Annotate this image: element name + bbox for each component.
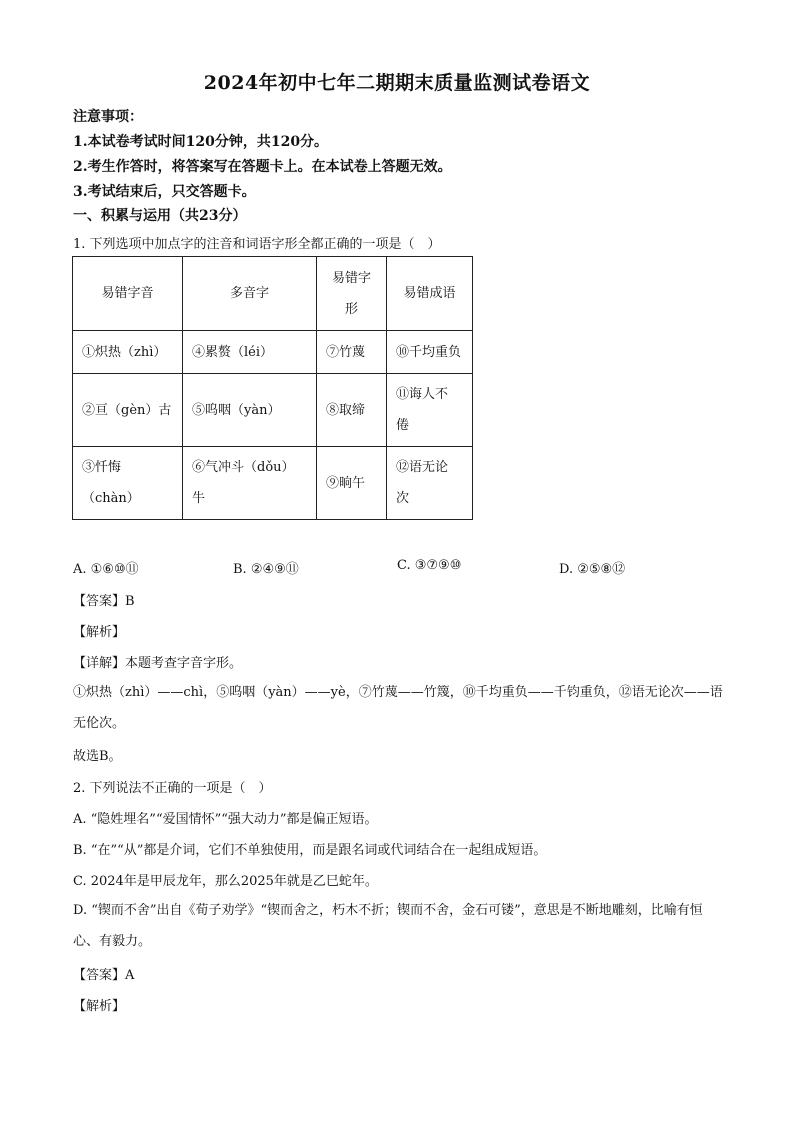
- option-d: D. ②⑤⑧⑫: [559, 562, 626, 577]
- option-a: A. ①⑥⑩⑪: [73, 562, 139, 577]
- table-cell: ⑪诲人不倦: [387, 374, 473, 447]
- table-cell: ⑧取缔: [317, 374, 387, 447]
- table-cell: ⑩千均重负: [387, 331, 473, 374]
- table-cell: ⑥气冲斗（dǒu）牛: [183, 447, 317, 520]
- table-cell: ⑨晌午: [317, 447, 387, 520]
- conclusion: 故选B。: [73, 749, 122, 764]
- detail-paragraph: [73, 652, 242, 671]
- table-cell: ①炽热（zhì）: [73, 331, 183, 374]
- answer-label: 【答案】B: [73, 594, 135, 609]
- question-2-option-d: D. “锲而不舍”出自《荀子劝学》“锲而舍之，朽木不折；锲而不舍，金石可镂”，意思是不断地雕刻，比喻有恒心、有毅力。: [73, 903, 703, 949]
- table-header-cell: 易错字音: [73, 257, 183, 331]
- section-heading: 一、积累与运用（共23分）: [73, 208, 247, 224]
- table-header-cell: 易错字形: [317, 257, 387, 331]
- detail-intro: 本题考查字音字形。: [125, 656, 243, 671]
- table-cell: ③忏悔（chàn）: [73, 447, 183, 520]
- question-2-stem: 2. 下列说法不正确的一项是（ ）: [73, 781, 272, 796]
- table-cell: ⑤呜咽（yàn）: [183, 374, 317, 447]
- analysis-label: 【解析】: [73, 999, 126, 1014]
- table-header-cell: 易错成语: [387, 257, 473, 331]
- question-1-stem: 1. 下列选项中加点字的注音和词语字形全都正确的一项是（ ）: [73, 237, 441, 252]
- table-cell: ②亘（gèn）古: [73, 374, 183, 447]
- notice-item: 3.考试结束后，只交答题卡。: [73, 184, 256, 200]
- detail-label: 【详解】: [73, 656, 126, 671]
- option-c: C. ③⑦⑨⑩: [397, 558, 462, 573]
- table-cell: ⑫语无论次: [387, 447, 473, 520]
- question-2-option-b: B. “在”“从”都是介词，它们不单独使用，而是跟名词或代词结合在一起组成短语。: [73, 843, 547, 858]
- question-1-table: [72, 256, 473, 520]
- page-title: 2024年初中七年二期期末质量监测试卷语文: [203, 72, 591, 94]
- detail-text: ①炽热（zhì）——chì，⑤呜咽（yàn）——yè，⑦竹蔑——竹篾，⑩千均重负——千钧重负，⑫语无论次——语无伦次。: [73, 685, 723, 731]
- table-cell: ④累赘（léi）: [183, 331, 317, 374]
- table-header-cell: 多音字: [183, 257, 317, 331]
- notice-item: 1.本试卷考试时间120分钟，共120分。: [73, 134, 329, 150]
- notice-item: 2.考生作答时，将答案写在答题卡上。在本试卷上答题无效。: [73, 159, 452, 175]
- question-2-option-a: A. “隐姓埋名”“爱国情怀”“强大动力”都是偏正短语。: [73, 812, 378, 827]
- option-b: B. ②④⑨⑪: [233, 562, 299, 577]
- answer-label: 【答案】A: [73, 968, 135, 983]
- table-cell: ⑦竹蔑: [317, 331, 387, 374]
- analysis-label: 【解析】: [73, 625, 126, 640]
- notice-heading: 注意事项：: [73, 109, 143, 125]
- question-2-option-c: C. 2024年是甲辰龙年，那么2025年就是乙巳蛇年。: [73, 874, 378, 889]
